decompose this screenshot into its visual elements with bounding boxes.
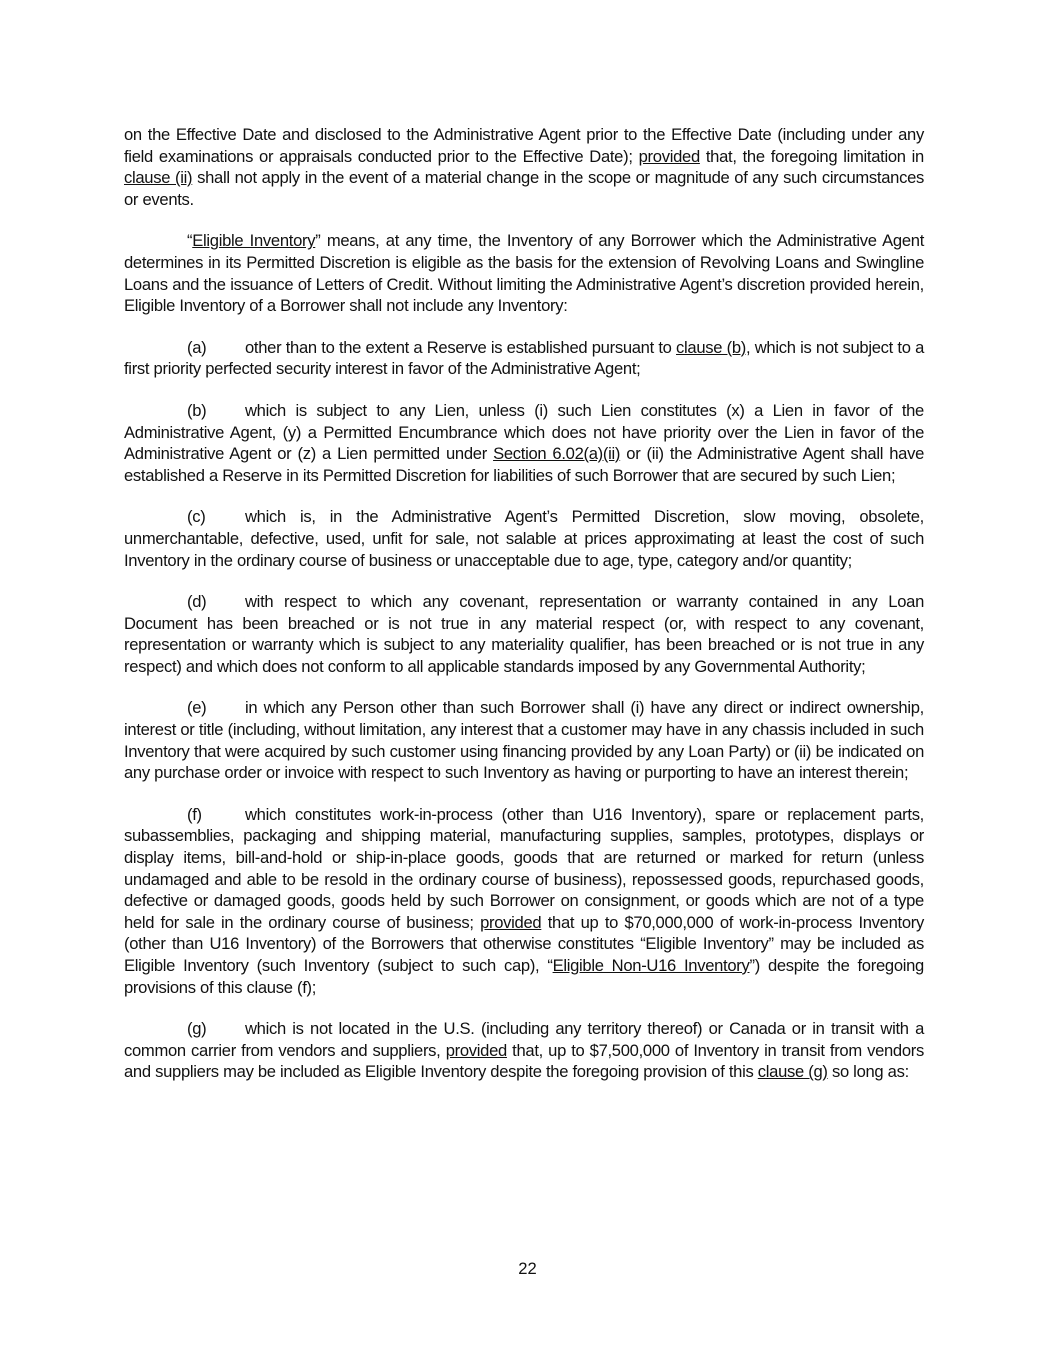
document-page bbox=[124, 124, 924, 1103]
eligible-inventory-definition: “Eligible Inventory” means, at any time, the Inventory of any Borrower which the Administrative Agent determines in its Permitted Discretion is eligible as the basis for the extension of Revolving Loans and Swingline Loans and the issuance of Letters of Credit. Without limiting the Administrative Agent’s discretion provided herein, Eligible Inventory of a Borrower shall not include any Inventory: bbox=[124, 231, 925, 316]
section-reference: Section 6.02(a)(ii) bbox=[493, 444, 621, 464]
provided-term: provided bbox=[445, 1040, 507, 1060]
defined-term: Eligible Inventory bbox=[192, 231, 316, 251]
clause-label: (e) bbox=[187, 698, 207, 718]
clause-label: (a) bbox=[187, 337, 207, 357]
clause-reference: clause (ii) bbox=[124, 168, 193, 188]
clause-reference: clause (b) bbox=[676, 337, 746, 357]
clause-d: (d) with respect to which any covenant, representation or warranty contained in any Loan Document has been breached or is not true in any material respect (or, with respect to any covenant, representation or warranty which is subject to any materiality qualifier, has been breached or is not true in any respect) and which does not conform to all applicable standards imposed by any Governmental Authority; bbox=[124, 592, 924, 676]
clause-c: (c) which is, in the Administrative Agent’s Permitted Discretion, slow moving, obsolete, unmerchantable, defective, used, unfit for sale, not salable at prices approximating at least the cost of such Inventory in the ordinary course of business or unacceptable due to age, type, category and/or quantity; bbox=[124, 507, 924, 570]
clause-g: (g) which is not located in the U.S. (including any territory thereof) or Canada or in transit with a common carrier from vendors and suppliers, provided that, up to $7,500,000 of Inventory in transit from vendors and suppliers may be included as Eligible Inventory despite the foregoing provision of this clause (g) so long as: bbox=[124, 1019, 925, 1082]
clause-e: (e) in which any Person other than such Borrower shall (i) have any direct or indirect ownership, interest or title (including, without limitation, any interest that a customer may have in any chassis included in such Inventory that were acquired by such customer using financing provided by any Loan Party) or (ii) be indicated on any purchase order or invoice with respect to such Inventory as having or purporting to have an interest therein; bbox=[124, 698, 924, 783]
clause-label: (c) bbox=[187, 507, 206, 527]
page-number: 22 bbox=[518, 1259, 537, 1278]
clause-b: (b) which is subject to any Lien, unless (i) such Lien constitutes (x) a Lien in favor of the Administrative Agent, (y) a Permitted Encumbrance which does not have priority over the Lien in favor of the Administrative Agent or (z) a Lien permitted under Section 6.02(a)(ii) or (ii) the Administrative Agent shall have established a Reserve in its Permitted Discretion for liabilities of such Borrower that are secured by such Lien; bbox=[124, 400, 924, 485]
provided-term: provided bbox=[638, 146, 700, 166]
clause-label: (d) bbox=[187, 592, 207, 612]
intro-paragraph: on the Effective Date and disclosed to the Administrative Agent prior to the Effective Date (including under any field examinations or appraisals conducted prior to the Effective Date); provided that, the foregoing limitation in clause (ii) shall not apply in the event of a material change in the scope or magnitude of any such circumstances or events. bbox=[124, 125, 924, 209]
provided-term: provided bbox=[480, 912, 542, 932]
clause-label: (f) bbox=[187, 804, 202, 824]
clause-f: (f) which constitutes work-in-process (other than U16 Inventory), spare or replacement parts, subassemblies, packaging and shipping material, manufacturing supplies, samples, prototypes, displays or display items, bill-and-hold or ship-in-place goods, goods that are returned or marked for return (unless undamaged and able to be resold in the ordinary course of business), repossessed goods, repurchased goods, defective or damaged goods, goods held by such Borrower on consignment, or goods which are not of a type held for sale in the ordinary course of business; provided that up to $70,000,000 of work-in-process Inventory (other than U16 Inventory) of the Borrowers that otherwise constitutes “Eligible Inventory” may be included as Eligible Inventory (such Inventory (subject to such cap), “Eligible Non-U16 Inventory”) despite the foregoing provisions of this clause (f); bbox=[124, 804, 924, 997]
clause-label: (b) bbox=[187, 400, 207, 420]
defined-term: Eligible Non-U16 Inventory bbox=[552, 956, 750, 975]
clause-reference: clause (g) bbox=[757, 1062, 828, 1082]
clause-label: (g) bbox=[187, 1019, 207, 1039]
clause-a: (a) other than to the extent a Reserve is established pursuant to clause (b), which is not subject to a first priority perfected security interest in favor of the Administrative Agent; bbox=[124, 337, 925, 379]
